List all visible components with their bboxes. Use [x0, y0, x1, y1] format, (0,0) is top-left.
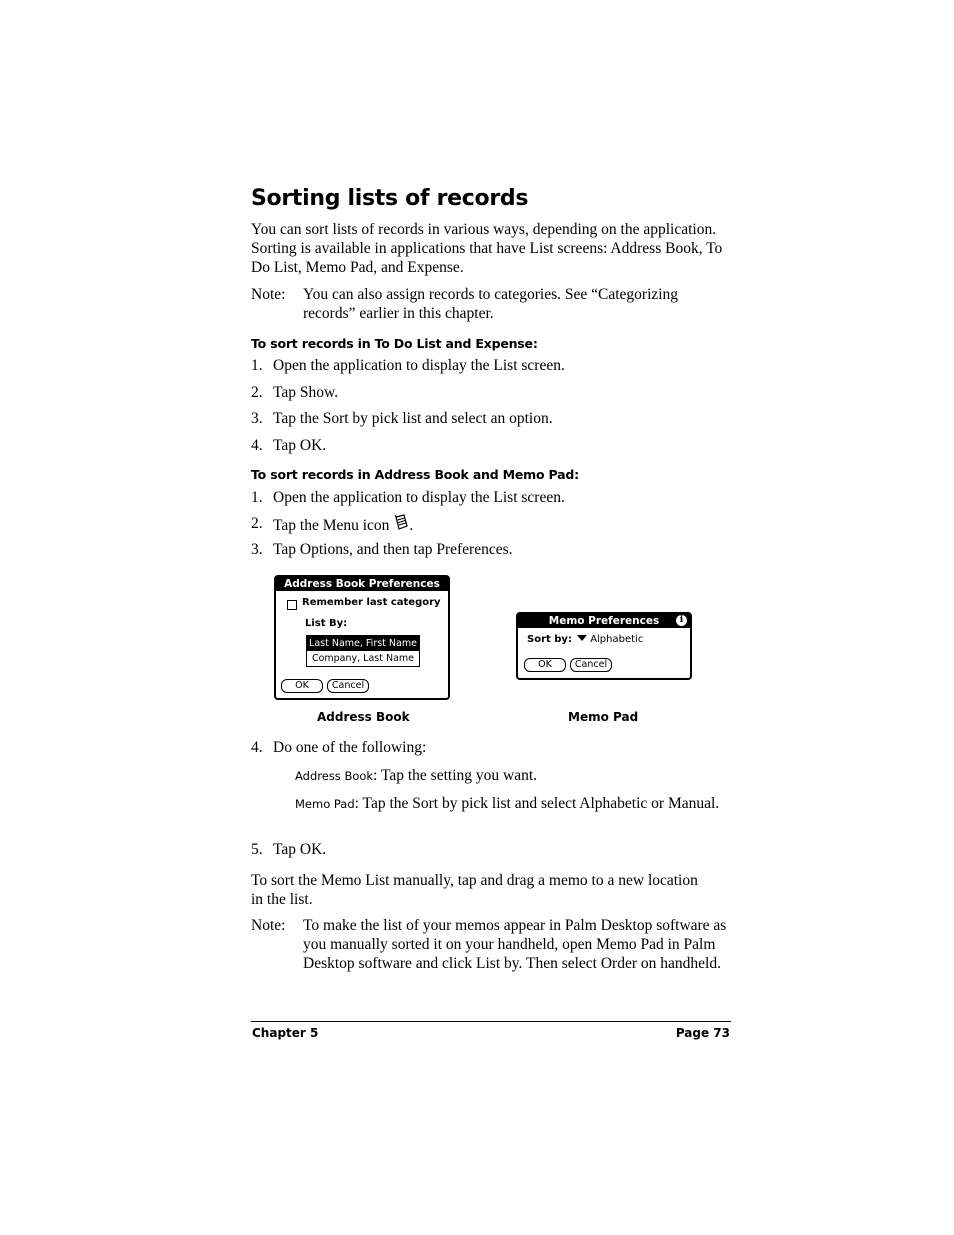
list-by-label: List By:	[305, 618, 348, 629]
note-palm-desktop	[251, 916, 731, 996]
cancel-button[interactable]: Cancel	[327, 679, 369, 693]
caption-address-book: Address Book	[317, 710, 410, 724]
note-label: Note:	[251, 917, 286, 934]
section-heading-address-memo: To sort records in Address Book and Memo Pad:	[251, 467, 579, 482]
caption-memo-pad: Memo Pad	[568, 710, 639, 724]
manual-sort-paragraph: To sort the Memo List manually, tap and drag a memo to a new location in the list.	[251, 872, 698, 908]
substep-memo-pad: Memo Pad: Tap the Sort by pick list and select Alphabetic or Manual.	[295, 795, 720, 812]
info-icon[interactable]: i	[676, 615, 687, 626]
note-categories	[251, 285, 731, 325]
section-heading-todo: To sort records in To Do List and Expense:	[251, 336, 538, 351]
footer-page-number: Page 73	[675, 1026, 730, 1040]
checkbox-label: Remember last category	[302, 597, 441, 608]
option-last-first[interactable]: Last Name, First Name	[307, 636, 419, 651]
ok-button[interactable]: OK	[524, 658, 566, 672]
note-text: You can also assign records to categories. See “Categorizing records” earlier in this chapter.	[303, 286, 679, 322]
dropdown-triangle-icon	[577, 635, 587, 641]
dialog-title: Address Book Preferences	[276, 577, 448, 591]
menu-icon	[393, 514, 409, 532]
page-title: Sorting lists of records	[251, 186, 529, 211]
sort-by-label: Sort by:	[527, 634, 572, 645]
remember-category-checkbox[interactable]	[287, 600, 297, 610]
dialog-title: Memo Preferences	[548, 615, 660, 627]
footer-chapter: Chapter 5	[252, 1026, 319, 1040]
note-text: To make the list of your memos appear in Palm Desktop software as you manually sorted it on your handheld, open Memo Pad in Palm Desktop software and click List by. Then select Order on handheld.	[303, 917, 727, 972]
ok-button[interactable]: OK	[281, 679, 323, 693]
footer-divider	[251, 1021, 731, 1022]
cancel-button[interactable]: Cancel	[570, 658, 612, 672]
list-by-options	[306, 635, 420, 667]
option-company-last[interactable]: Company, Last Name	[311, 653, 415, 664]
address-book-preferences-screen	[274, 575, 450, 700]
note-label: Note:	[251, 286, 286, 303]
sort-by-value: Alphabetic	[590, 634, 644, 645]
intro-paragraph: You can sort lists of records in various ways, depending on the application. Sorting is available in applications that have List screens: Address Book, To Do List, Memo Pad, and Expense.	[251, 221, 723, 276]
substep-address-book: Address Book: Tap the setting you want.	[295, 767, 538, 784]
memo-preferences-screen	[516, 612, 692, 680]
sort-by-picklist[interactable]	[577, 634, 643, 645]
